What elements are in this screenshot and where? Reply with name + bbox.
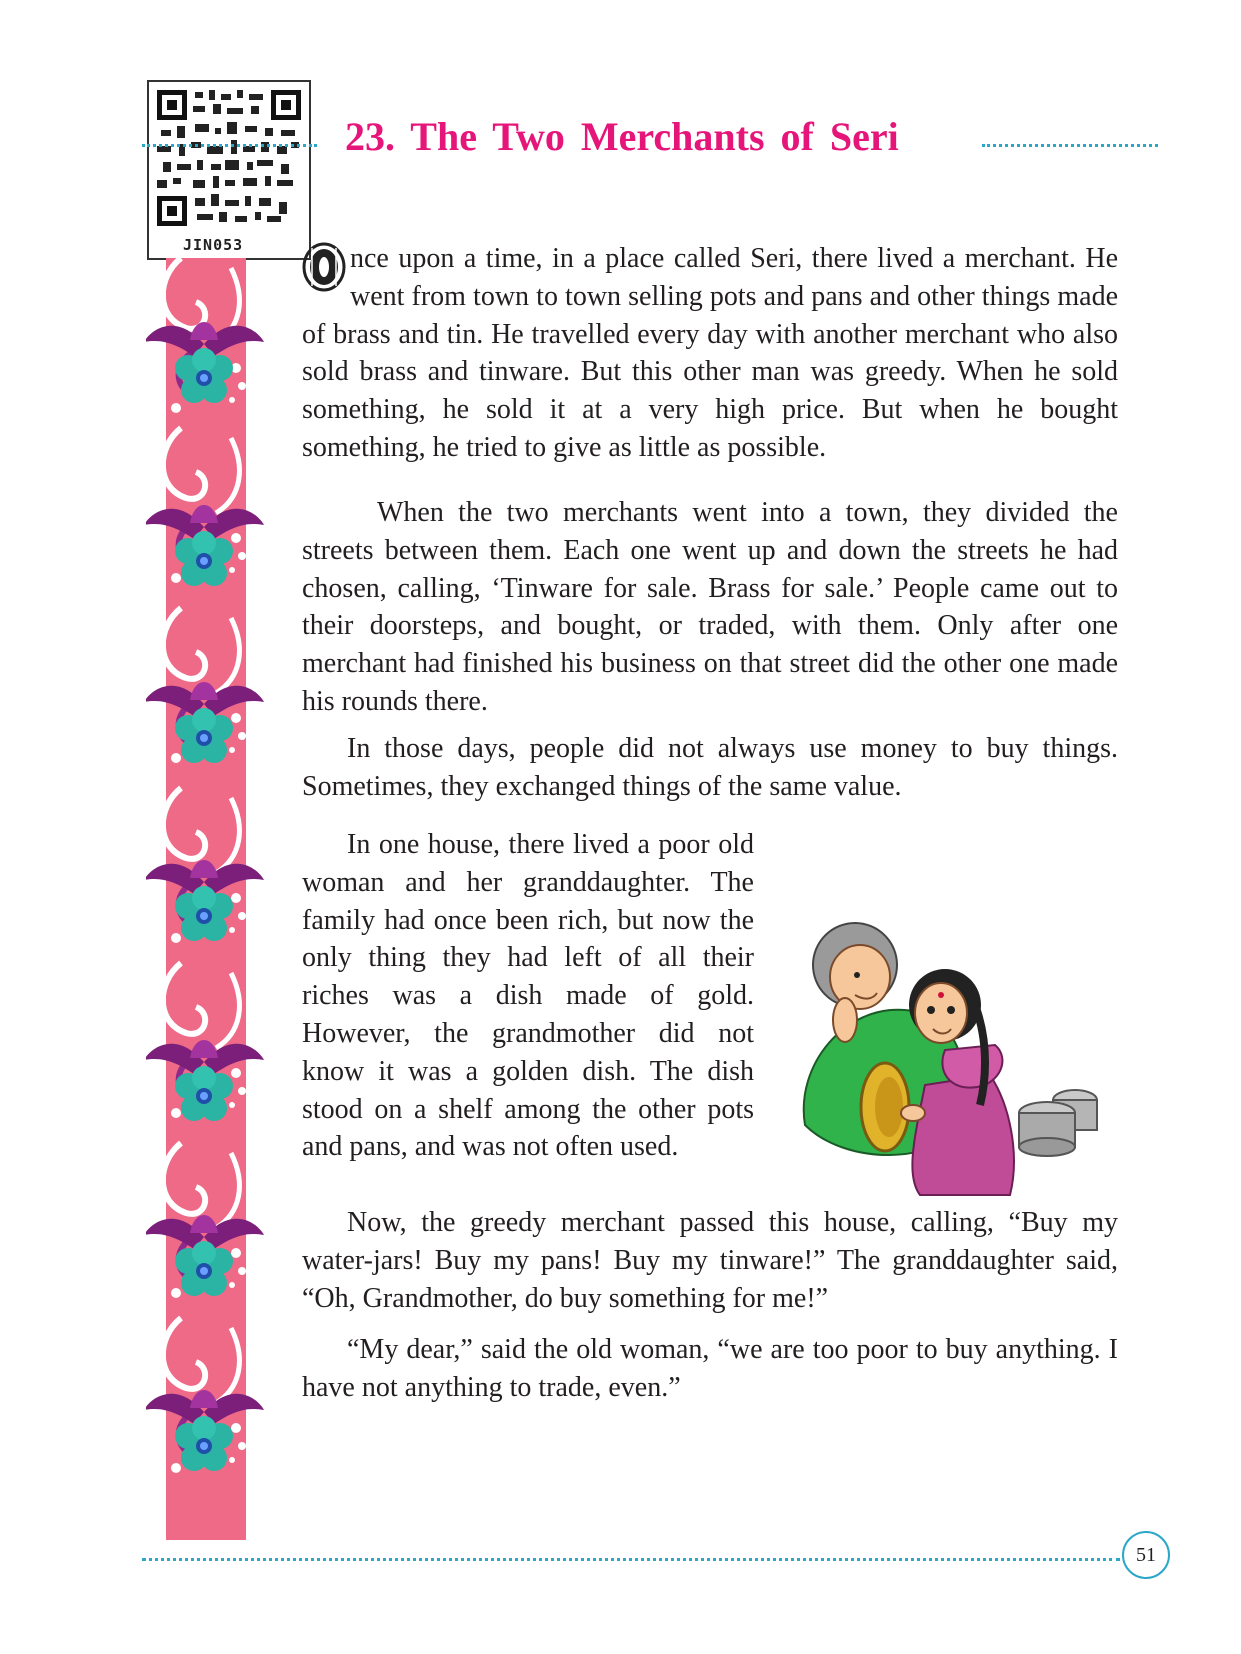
chapter-title: 23. The Two Merchants of Seri [345,114,899,159]
qr-code-label: JIN053 [183,236,244,254]
paragraph-2: When the two merchants went into a town, they divided the streets between them. Each one went up and down the streets he had chosen, calling, ‘Tinware for sale. Brass for sale.’ People came out to their doorsteps, and bought, or traded, with them. Only after one merchant had finished his business on that street did the other one made his rounds there. [302,497,1118,717]
paragraph-3: In those days, people did not always use money to buy things. Sometimes, they exchanged things of the same value. [302,733,1118,802]
drop-cap-ornament-icon [302,242,346,292]
grandmother-granddaughter-illustration [785,895,1115,1200]
decorative-border [166,258,246,1540]
paragraph-1-text: nce upon a time, in a place called Seri, there lived a merchant. He went from town to town selling pots and pans and other things made of brass and tin. He travelled every day with another merchant who also sold brass and tinware. But this other man was greedy. When he sold something, he sold it at a very high price. But when he bought something, he tried to give as little as possible. [302,243,1118,463]
paragraph-6: “My dear,” said the old woman, “we are too poor to buy anything. I have not anything to trade, even.” [302,1334,1118,1403]
illustration-icon [785,895,1115,1200]
title-dotted-rule-left [142,144,317,147]
paragraph-5: Now, the greedy merchant passed this house, calling, “Buy my water-jars! Buy my pans! Buy my tinware!” The granddaughter said, “Oh, Grandmother, do buy something for me!” [302,1207,1118,1314]
qr-pattern-icon [157,90,301,226]
floral-pattern-icon [146,258,266,1540]
page-number: 51 [1122,1531,1170,1579]
qr-code [147,80,311,260]
title-dotted-rule-right [982,144,1158,147]
paragraph-1 [302,240,1118,467]
footer-dotted-rule [142,1558,1120,1561]
paragraph-4: In one house, there lived a poor old woman and her granddaughter. The family had once been rich, but now the only thing they had left of all their riches was a dish made of gold. However, the grandmother did not know it was a golden dish. The dish stood on a shelf among the other pots and pans, and was not often used. [302,829,754,1163]
drop-cap [302,242,346,292]
